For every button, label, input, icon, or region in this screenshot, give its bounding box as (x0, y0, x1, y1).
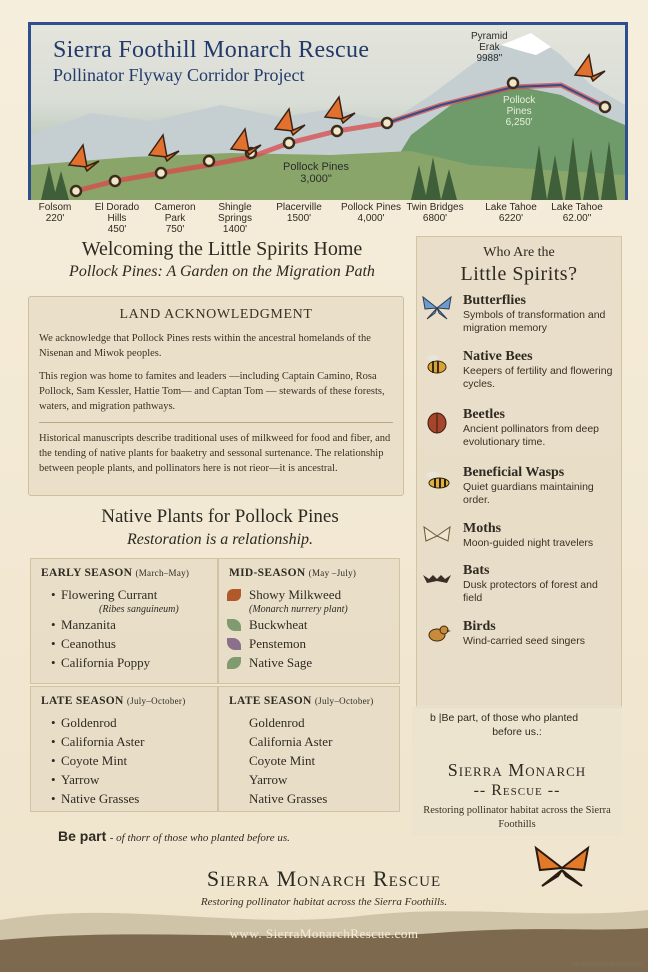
early-season-panel (30, 558, 218, 684)
poster-subtitle: Pollinator Flyway Corridor Project (53, 65, 305, 85)
footer-org-name: Sierra Monarch Rescue (206, 866, 442, 891)
native-plants-heading (40, 506, 400, 549)
butterfly-icon (421, 295, 453, 321)
footer-website-link[interactable]: www. SierraMonarchRescue.com (229, 926, 419, 941)
spirit-beetles: Beetles Ancient pollinators from deep evolutionary time. (463, 407, 619, 449)
spirit-native-bees: Native Bees Keepers of fertility and flowering cycles. (463, 349, 619, 391)
spirit-beneficial-wasps: Beneficial Wasps Quiet guardians maintaining order. (463, 465, 619, 507)
plant-item: • Manzanita (61, 615, 217, 634)
stop-folsom: Folsom 220' (38, 202, 72, 224)
side-org-name: Sierra Monarch (447, 760, 587, 780)
mid-season-panel (218, 558, 400, 684)
plant-item: Showy Milkweed (Monarch nurrery plant) (249, 585, 399, 615)
leaf-icon (227, 638, 241, 650)
spirit-birds: Birds Wind-carried seed singers (463, 619, 619, 648)
spirits-heading-2: Little Spirits? (460, 263, 578, 285)
spirit-butterflies: Butterflies Symbols of transformation and migration memory (463, 293, 619, 335)
bee-icon (421, 351, 453, 377)
divider (39, 422, 393, 423)
late-season-list (31, 713, 217, 808)
leaf-icon (227, 657, 241, 669)
plants-title: Native Plants for Pollock Pines (101, 506, 339, 527)
plant-item: • Goldenrod (61, 713, 217, 732)
mid-season-heading: MID-SEASON (May –July) (229, 567, 357, 579)
stop-el-dorado-hills: El Dorado Hills 450' (94, 202, 140, 235)
milkweed-icon (227, 589, 241, 601)
plant-item: California Aster (249, 734, 333, 749)
plant-item: • Flowering Currant (Ribes sanguineum) (61, 585, 217, 615)
rescue-side-panel (412, 706, 622, 836)
side-org-name-2: -- Rescue -- (473, 782, 561, 799)
poster-title: Sierra Foothill Monarch Rescue (53, 37, 370, 63)
plant-item: • Ceanothus (61, 634, 217, 653)
land-paragraph-3: Historical manuscripts describe traditional uses of milkweed for food and fiber, and the tending of native plants for baaketry and sessonal surtenance. The relationship between people plants, and pollinators here is not rieor—it is ancestral. (39, 433, 391, 474)
peak-label: Pyramid Erak 9988" (471, 31, 508, 64)
land-paragraph-1: We acknowledge that Pollock Pines rests within the ancestral homelands of the Nisenan and Miwok peoples. (39, 333, 371, 359)
plant-item: Yarrow (249, 772, 288, 787)
stop-pollock-pines: Pollock Pines 4,000' (340, 202, 402, 224)
little-spirits-panel (416, 236, 622, 708)
beetle-icon (421, 409, 453, 435)
plant-item: Native Sage (249, 653, 399, 672)
hero-landscape (28, 22, 628, 200)
plant-item: • Yarrow (61, 770, 217, 789)
spirits-heading-1: Who Are the (483, 245, 555, 260)
late-season-list (219, 713, 399, 808)
late-season-panel-2 (218, 686, 400, 812)
plant-item: Buckwheat (249, 615, 399, 634)
mid-season-list (219, 585, 399, 672)
spirit-moths: Moths Moon-guided night travelers (463, 521, 619, 550)
land-acknowledgment-panel (28, 296, 404, 496)
bat-icon (421, 565, 453, 591)
land-paragraph-2: This region was home to famites and leaders —including Captain Camino, Rosa Pollock, Sam Kessler, Hattie Tom— and Captan Tom — stewards of these forests, waters, and migration pathways. (39, 371, 385, 412)
low-elevation-label: Pollock Pines 3,000" (283, 161, 350, 185)
plants-subtitle: Restoration is a relationship. (126, 531, 314, 548)
plant-item: • California Aster (61, 732, 217, 751)
stop-shingle-springs: Shingle Springs 1400' (218, 202, 252, 235)
mid-peak-label: Pollock Pines 6,250' (503, 95, 536, 128)
side-be-part-2: before us.: (492, 726, 542, 738)
welcome-subtitle: Pollock Pines: A Garden on the Migration Path (69, 263, 375, 280)
stop-cameron-park: Cameron Park 750' (154, 202, 196, 235)
plant-item: • Native Grasses (61, 789, 217, 808)
be-part-line: Be part - of thorr of those who planted before us. (58, 828, 290, 844)
plant-item: Penstemon (249, 634, 399, 653)
side-tagline: Restoring pollinator habitat across the Sierra Foothills (423, 805, 611, 830)
footer-credit: wesecrerrinatoprodes.com (571, 962, 642, 968)
stop-lake-tahoe-2: Lake Tahoe 62.00" (551, 202, 603, 224)
plant-item: Native Grasses (249, 791, 328, 806)
bird-icon (421, 621, 453, 647)
welcome-title: Welcoming the Little Spirits Home (81, 238, 363, 260)
plant-item: Goldenrod (249, 715, 305, 730)
late-season-heading: LATE SEASON (July–October) (41, 695, 186, 707)
plant-item: • Coyote Mint (61, 751, 217, 770)
plant-item: Coyote Mint (249, 753, 316, 768)
side-be-part: b |Be part, of those who planted (430, 712, 579, 724)
late-season-panel-1 (30, 686, 218, 812)
late-season-heading: LATE SEASON (July–October) (229, 695, 374, 707)
stop-placerville: Placerville 1500' (276, 202, 322, 224)
stop-twin-bridges: Twin Bridges 6800' (406, 202, 464, 224)
land-heading: LAND ACKNOWLEDGMENT (119, 307, 313, 322)
plant-item: • California Poppy (61, 653, 217, 672)
early-season-list (31, 585, 217, 672)
moth-icon (421, 523, 453, 549)
spirit-bats: Bats Dusk protectors of forest and field (463, 563, 619, 605)
leaf-icon (227, 619, 241, 631)
early-season-heading: EARLY SEASON (March–May) (41, 567, 190, 579)
wasp-icon (421, 467, 453, 493)
stop-lake-tahoe-1: Lake Tahoe 6220' (485, 202, 537, 224)
footer-tagline: Restoring pollinator habitat across the Sierra Foothills. (200, 896, 448, 908)
welcome-heading (30, 238, 414, 281)
